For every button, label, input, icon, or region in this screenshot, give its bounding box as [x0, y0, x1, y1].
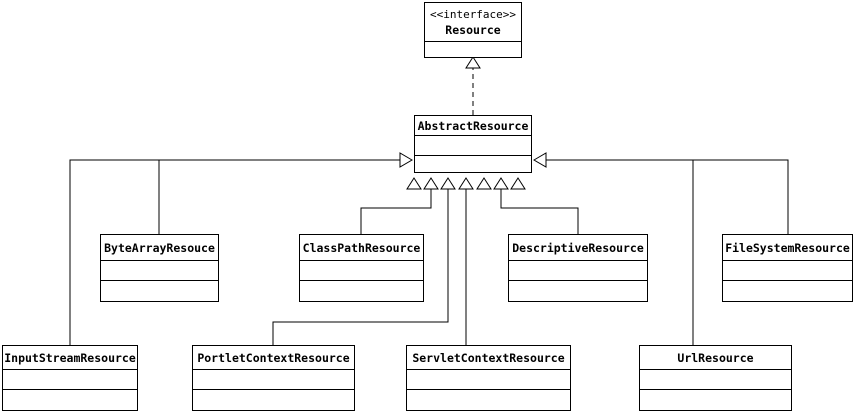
compartment-operations-abstract-resource	[415, 156, 531, 172]
class-name-input-stream-resource: InputStreamResource	[3, 346, 137, 370]
compartment-attributes-descriptive-resource	[509, 261, 647, 281]
class-box-byte-array-resouce[interactable]	[100, 234, 219, 302]
hollow-triangle-icon-bottom-4	[494, 178, 508, 189]
hollow-triangle-icon-bottom-1	[424, 178, 438, 189]
hollow-triangle-icon-resource	[466, 57, 480, 68]
compartment-attributes-abstract-resource	[415, 136, 531, 156]
compartment-attributes-file-system-resource	[723, 261, 852, 281]
class-box-abstract-resource[interactable]	[414, 115, 532, 173]
class-name-descriptive-resource: DescriptiveResource	[509, 235, 647, 261]
class-box-url-resource[interactable]	[639, 345, 792, 411]
generalization-bytearray-path	[159, 160, 412, 234]
class-name-class-path-resource: ClassPathResource	[300, 235, 423, 261]
class-box-resource[interactable]	[424, 2, 522, 58]
compartment-operations-class-path-resource	[300, 281, 423, 301]
stereotype-label-resource: <<interface>>	[429, 7, 517, 21]
class-box-portlet-context-resource[interactable]	[192, 345, 355, 411]
generalization-classpath-path	[361, 186, 431, 234]
class-name-portlet-context-resource: PortletContextResource	[193, 346, 354, 370]
class-name-byte-array-resouce: ByteArrayResouce	[101, 235, 218, 261]
title-block-resource	[425, 3, 521, 42]
class-name-file-system-resource: FileSystemResource	[723, 235, 852, 261]
generalization-filesystem-path	[534, 160, 788, 234]
class-name-servlet-context-resource: ServletContextResource	[407, 346, 570, 370]
hollow-triangle-icon-bottom-7	[511, 178, 525, 189]
generalization-descriptive-path	[501, 186, 578, 234]
compartment-operations-servlet-context-resource	[407, 390, 570, 410]
compartment-operations-input-stream-resource	[3, 390, 137, 410]
class-name-url-resource: UrlResource	[640, 346, 791, 370]
compartment-operations-descriptive-resource	[509, 281, 647, 301]
class-box-input-stream-resource[interactable]	[2, 345, 138, 411]
compartment-operations-url-resource	[640, 390, 791, 410]
class-box-servlet-context-resource[interactable]	[406, 345, 571, 411]
hollow-triangle-icon-right-1	[534, 153, 546, 167]
compartment-attributes-url-resource	[640, 370, 791, 390]
compartment-operations-resource	[425, 42, 521, 57]
compartment-operations-byte-array-resouce	[101, 281, 218, 301]
class-box-descriptive-resource[interactable]	[508, 234, 648, 302]
hollow-triangle-icon-bottom-3	[459, 178, 473, 189]
compartment-attributes-portlet-context-resource	[193, 370, 354, 390]
compartment-attributes-byte-array-resouce	[101, 261, 218, 281]
class-box-file-system-resource[interactable]	[722, 234, 853, 302]
class-name-abstract-resource: AbstractResource	[415, 116, 531, 136]
compartment-operations-portlet-context-resource	[193, 390, 354, 410]
compartment-attributes-class-path-resource	[300, 261, 423, 281]
class-name-resource: Resource	[445, 23, 501, 37]
compartment-attributes-servlet-context-resource	[407, 370, 570, 390]
compartment-attributes-input-stream-resource	[3, 370, 137, 390]
compartment-operations-file-system-resource	[723, 281, 852, 301]
hollow-triangle-icon-bottom-2	[441, 178, 455, 189]
hollow-triangle-icon-bottom-6	[407, 178, 421, 189]
hollow-triangle-icon-left-1	[400, 153, 412, 167]
class-box-class-path-resource[interactable]	[299, 234, 424, 302]
hollow-triangle-icon-bottom-5	[477, 178, 491, 189]
